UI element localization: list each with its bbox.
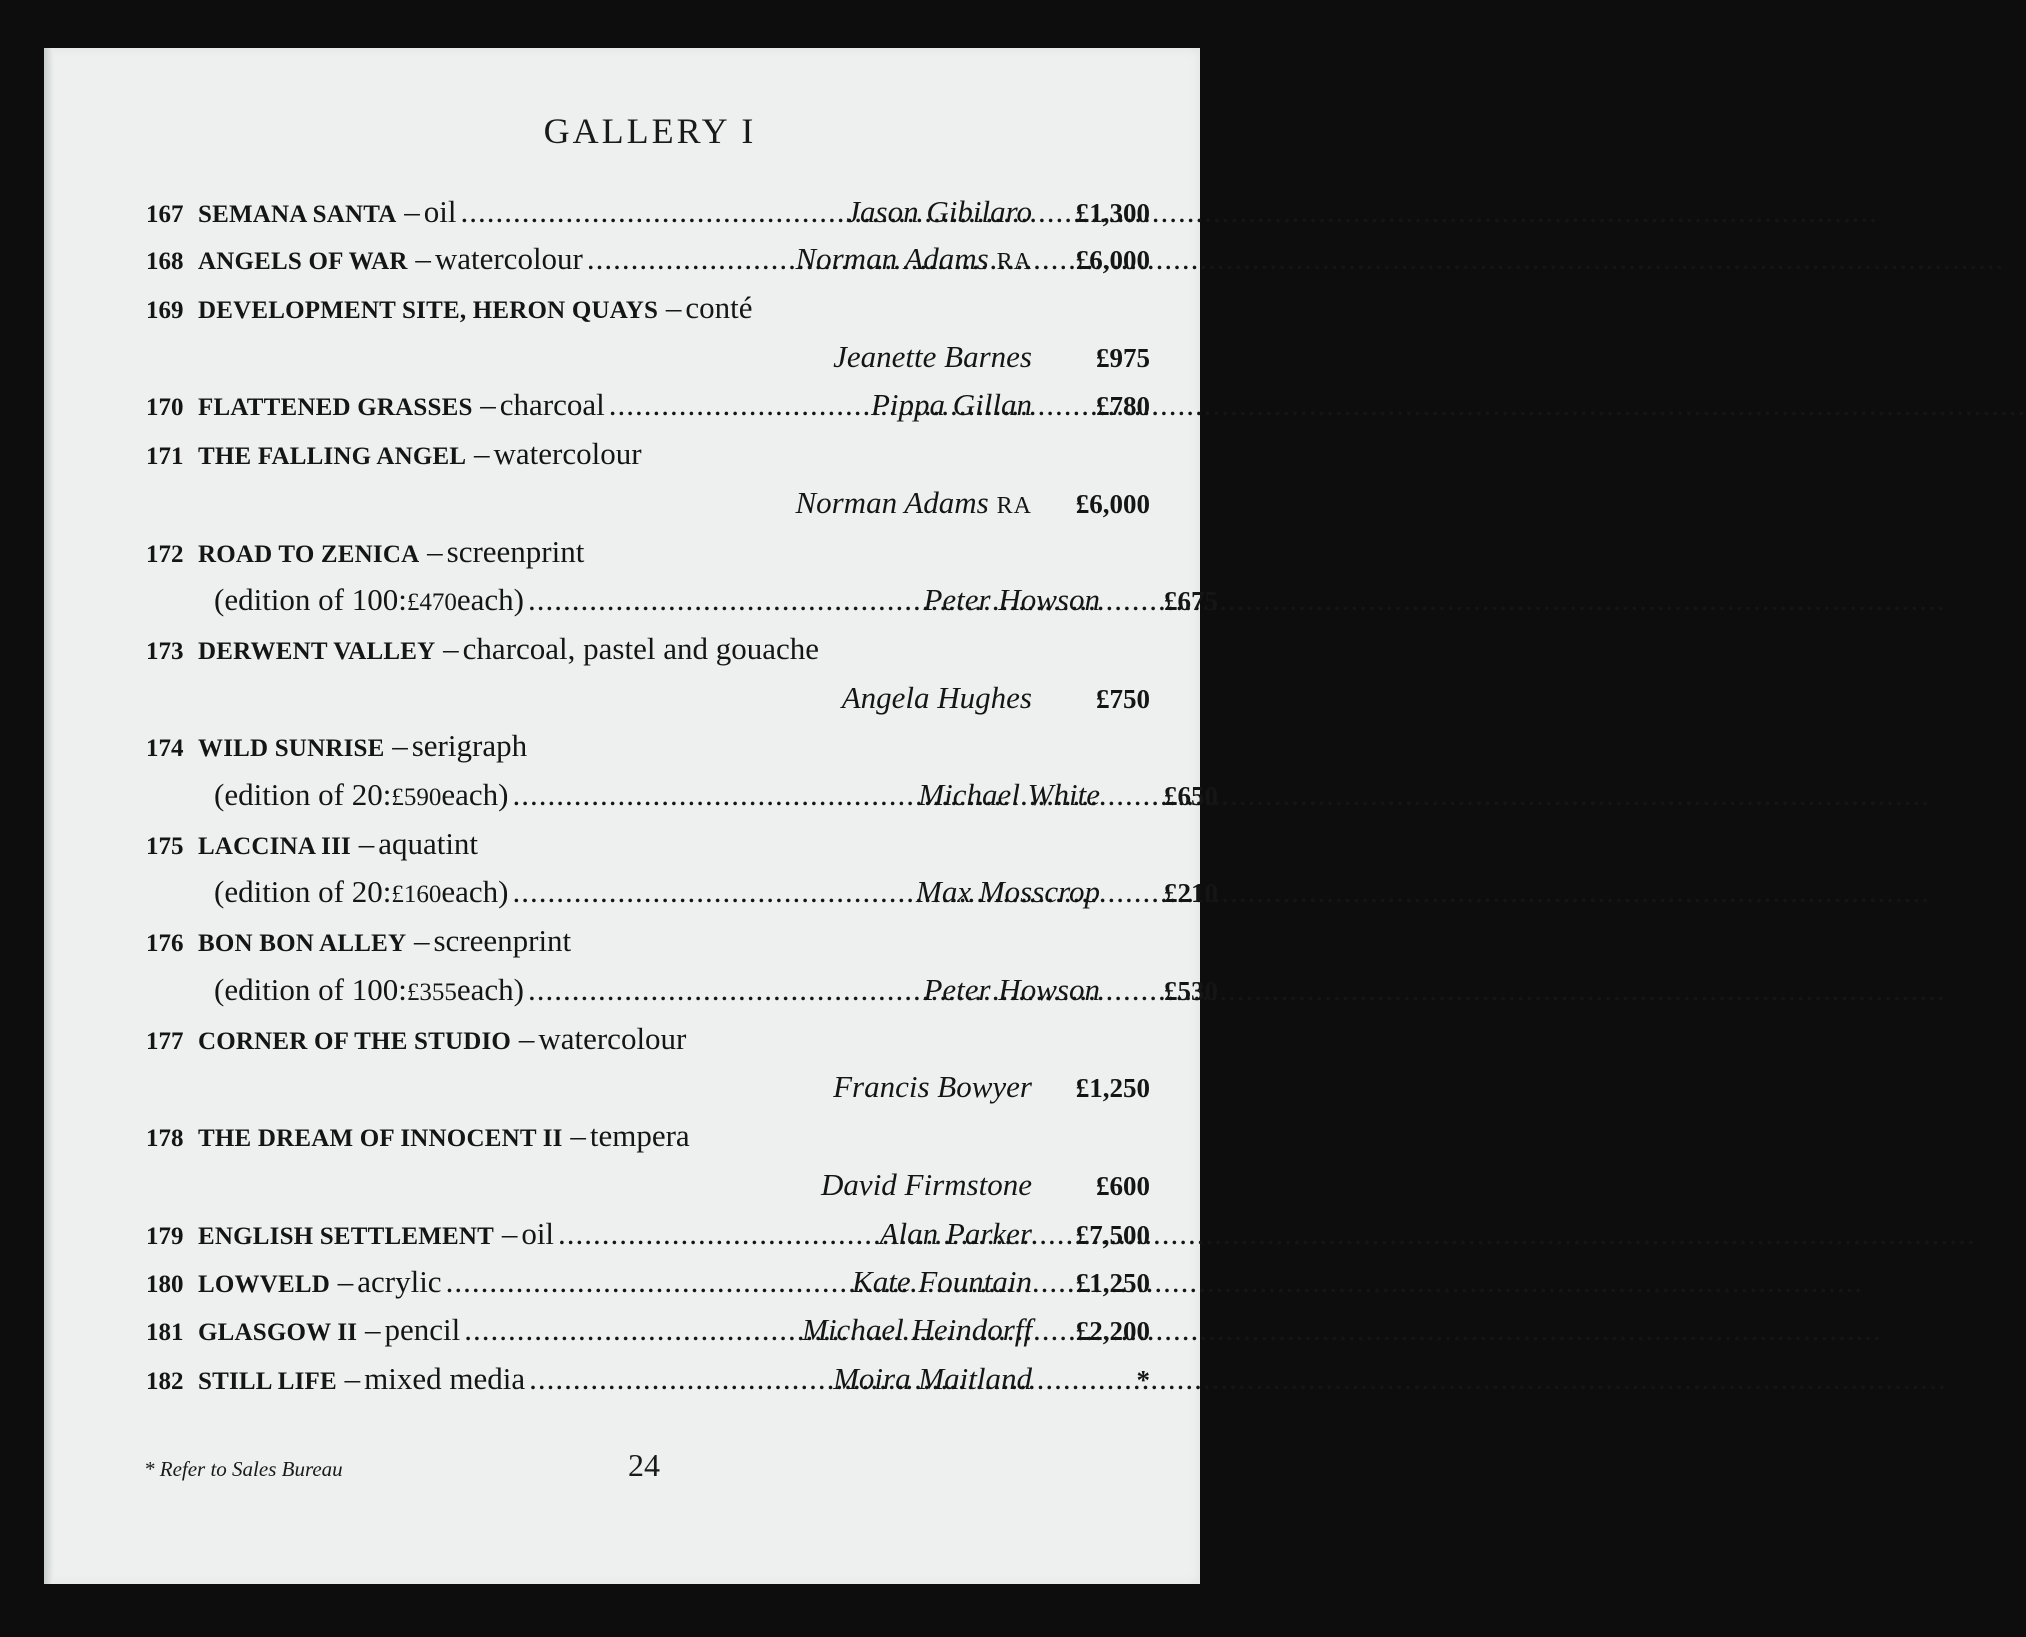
entry-price: £780 [1096, 391, 1150, 421]
entry-artist: Michael White [918, 777, 1100, 812]
page-heading: GALLERY I [543, 111, 757, 151]
entry-number: 177 [146, 1028, 184, 1055]
entry-medium: charcoal, pastel and gouache [462, 631, 819, 666]
edition-tail: each) [441, 874, 509, 909]
entry-174 [146, 728, 1150, 770]
entry-173 [146, 631, 1150, 673]
dot-leader [464, 1312, 798, 1348]
entry-price: £2,200 [1075, 1316, 1150, 1346]
entry-price: £6,000 [1075, 245, 1150, 275]
entry-medium: charcoal [499, 387, 605, 422]
dot-leader [512, 874, 912, 910]
entry-number: 179 [146, 1223, 184, 1250]
entry-medium: aquatint [378, 826, 479, 861]
entry-172-line2 [146, 582, 1218, 624]
entry-medium: screenprint [433, 923, 572, 958]
dot-leader [528, 972, 920, 1008]
dot-leader [609, 387, 867, 423]
entry-title: STILL LIFE [198, 1368, 337, 1395]
entry-price: £6,000 [1075, 489, 1150, 519]
entry-medium: pencil [384, 1312, 461, 1347]
dash: – [427, 534, 443, 569]
edition-text: (edition of 100: [214, 972, 407, 1007]
entry-number: 176 [146, 930, 184, 957]
entry-172 [146, 534, 1150, 576]
entry-title: ROAD TO ZENICA [198, 541, 420, 568]
entry-artist: Peter Howson [923, 582, 1100, 617]
entry-artist: Michael Heindorff [802, 1312, 1032, 1347]
entry-medium: oil [423, 194, 457, 229]
edition-tail: each) [456, 582, 524, 617]
edition-price: £355 [406, 979, 457, 1006]
entry-number: 167 [146, 201, 184, 228]
dot-leader [446, 1264, 848, 1300]
dash: – [665, 290, 682, 325]
footnote: * Refer to Sales Bureau [144, 1457, 343, 1481]
entry-171-line2 [146, 485, 1150, 527]
entry-artist: Alan Parker [879, 1216, 1032, 1251]
edition-tail: each) [456, 972, 524, 1007]
dot-leader [529, 1361, 829, 1397]
entry-price: £750 [1096, 684, 1150, 714]
entry-artist: Max Mosscrop [916, 874, 1100, 909]
entry-title: SEMANA SANTA [198, 201, 397, 228]
entry-artist-suffix: RA [996, 493, 1032, 519]
entry-medium: watercolour [493, 436, 642, 471]
dash: – [364, 1312, 381, 1347]
dot-leader [558, 1216, 876, 1252]
entry-artist: Norman Adams [795, 485, 989, 520]
entry-number: 180 [146, 1271, 184, 1298]
dot-leader [587, 241, 792, 277]
entry-number: 178 [146, 1125, 184, 1152]
entry-price: £7,500 [1075, 1220, 1150, 1250]
dash: – [443, 631, 459, 666]
entry-price: £975 [1096, 343, 1150, 373]
entry-177-line2 [146, 1069, 1150, 1111]
entry-medium: acrylic [357, 1264, 442, 1299]
entry-number: 174 [146, 735, 184, 762]
entry-182 [146, 1361, 1150, 1403]
entry-medium: watercolour [538, 1021, 687, 1056]
entry-price: £1,250 [1075, 1073, 1150, 1103]
entry-title: GLASGOW II [198, 1319, 358, 1346]
entry-title: BON BON ALLEY [198, 930, 407, 957]
entry-artist: Norman Adams [795, 241, 989, 276]
entry-artist: Moira Maitland [833, 1361, 1032, 1396]
entry-medium: oil [521, 1216, 555, 1251]
dash: – [344, 1361, 361, 1396]
entry-175-line2 [146, 874, 1218, 916]
entry-number: 182 [146, 1368, 184, 1395]
entry-title: LACCINA III [198, 833, 351, 860]
dash: – [358, 826, 375, 861]
entry-177 [146, 1021, 1150, 1063]
edition-text: (edition of 20: [214, 874, 392, 909]
entry-178 [146, 1118, 1150, 1160]
edition-price: £470 [406, 589, 457, 616]
entry-title: FLATTENED GRASSES [198, 394, 473, 421]
entry-title: DEVELOPMENT SITE, HERON QUAYS [198, 297, 659, 324]
entry-price: £600 [1096, 1171, 1150, 1201]
edition-text: (edition of 20: [214, 777, 392, 812]
entry-number: 169 [146, 297, 184, 324]
dash: – [413, 923, 430, 958]
entry-title: WILD SUNRISE [198, 735, 385, 762]
entry-176 [146, 923, 1150, 965]
entry-artist: Jeanette Barnes [833, 339, 1032, 374]
entry-title: LOWVELD [198, 1271, 330, 1298]
entry-artist: Pippa Gillan [870, 387, 1032, 422]
entry-price: £650 [1164, 781, 1218, 811]
entry-artist: Angela Hughes [841, 680, 1032, 715]
dash: – [518, 1021, 535, 1056]
entry-medium: mixed media [364, 1361, 526, 1396]
dash: – [337, 1264, 354, 1299]
entry-169-line2 [146, 339, 1150, 381]
entry-title: THE FALLING ANGEL [198, 443, 467, 470]
entry-number: 172 [146, 541, 184, 568]
dash: – [480, 387, 496, 422]
page-number: 24 [628, 1447, 660, 1483]
entry-price: £210 [1164, 878, 1218, 908]
entry-171 [146, 436, 1150, 478]
entry-artist: Kate Fountain [852, 1264, 1032, 1299]
entry-number: 173 [146, 638, 184, 665]
entry-price: £675 [1164, 586, 1218, 616]
entry-medium: tempera [589, 1118, 690, 1153]
entry-medium: serigraph [411, 728, 528, 763]
page-edge [44, 48, 54, 1584]
entry-price: £1,300 [1075, 198, 1150, 228]
entry-174-line2 [146, 777, 1218, 819]
dash: – [501, 1216, 518, 1251]
dash: – [474, 436, 490, 471]
entry-title: ANGELS OF WAR [198, 248, 408, 275]
entry-170 [146, 387, 1150, 429]
entry-title: DERWENT VALLEY [198, 638, 436, 665]
entry-175 [146, 826, 1150, 868]
edition-price: £160 [391, 881, 442, 908]
dot-leader [512, 777, 914, 813]
entry-167 [146, 194, 1150, 236]
dash: – [570, 1118, 586, 1153]
dash: – [392, 728, 408, 763]
entry-artist: Jason Gibilaro [846, 194, 1032, 229]
entry-medium: watercolour [434, 241, 583, 276]
entry-168 [146, 241, 1150, 283]
edition-text: (edition of 100: [214, 582, 407, 617]
entry-176-line2 [146, 972, 1218, 1014]
edition-price: £590 [391, 784, 442, 811]
entry-169 [146, 290, 1150, 332]
entry-artist: David Firmstone [821, 1167, 1032, 1202]
dash: – [404, 194, 420, 229]
entry-number: 175 [146, 833, 184, 860]
entry-title: THE DREAM OF INNOCENT II [198, 1125, 563, 1152]
entry-180 [146, 1264, 1150, 1306]
dot-leader [460, 194, 842, 230]
entry-178-line2 [146, 1167, 1150, 1209]
entry-artist: Peter Howson [923, 972, 1100, 1007]
entry-number: 181 [146, 1319, 184, 1346]
entry-number: 168 [146, 248, 184, 275]
dash: – [415, 241, 431, 276]
entry-price: £530 [1164, 976, 1218, 1006]
entry-price: * [1136, 1365, 1150, 1395]
entry-medium: conté [685, 290, 753, 325]
entry-number: 170 [146, 394, 184, 421]
edition-tail: each) [441, 777, 509, 812]
entry-price: £1,250 [1075, 1268, 1150, 1298]
entry-181 [146, 1312, 1150, 1354]
entry-title: ENGLISH SETTLEMENT [198, 1223, 495, 1250]
dot-leader [528, 582, 920, 618]
entry-artist-suffix: RA [996, 249, 1032, 275]
entry-number: 171 [146, 443, 184, 470]
entry-artist: Francis Bowyer [833, 1069, 1032, 1104]
entry-medium: screenprint [446, 534, 585, 569]
entry-title: CORNER OF THE STUDIO [198, 1028, 512, 1055]
entry-173-line2 [146, 680, 1150, 722]
entry-179 [146, 1216, 1150, 1258]
